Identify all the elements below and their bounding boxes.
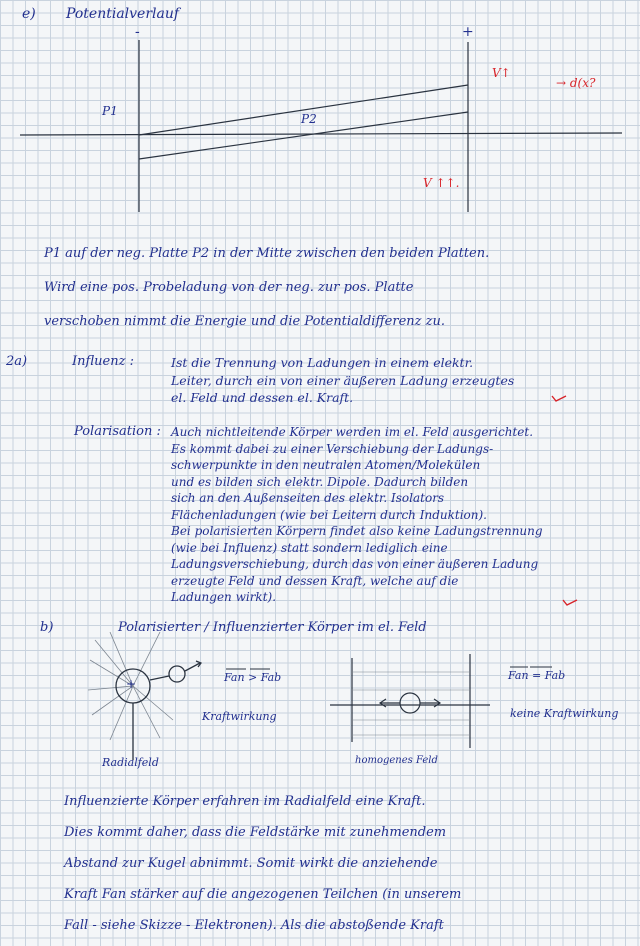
radialfeld-label: Radialfeld [102,756,159,769]
section-b-label: b) [40,620,54,635]
p1-label: P1 [102,104,118,118]
v-up-note: V↑ [492,66,511,80]
text-line: Auch nichtleitende Körper werden im el. Feld ausgerichtet. [171,425,534,439]
influenz-definition [171,354,514,407]
text-line: Ist die Trennung von Ladungen in einem elektr. [171,355,474,370]
text-line: erzeugte Feld und dessen Kraft, welche auf die [171,573,459,588]
minus-label: - [135,24,140,40]
text-line: schwerpunkte in den neutralen Atomen/Molekülen [171,458,481,472]
text-line: Ladungsverschiebung, durch das von einer äußeren Ladung [171,557,539,571]
v-up2-note: V ↑↑. [423,176,460,190]
text-line: Influenzierte Körper erfahren im Radialfeld eine Kraft. [64,794,426,809]
text-line: P1 auf der neg. Platte P2 in der Mitte zwischen den beiden Platten. [44,246,490,261]
dx-note: → d(x? [556,76,596,90]
section-e-title: Potentialverlauf [66,6,180,22]
influenz-term: Influenz : [72,354,134,369]
section-2a-label: 2a) [6,354,28,369]
plus-label: + [462,24,474,40]
p2-label: P2 [301,112,317,126]
section-e-label: e) [22,6,36,22]
text-line: sich an den Außenseiten des elektr. Isolators [171,491,445,505]
text-line: und es bilden sich elektr. Dipole. Dadurch bilden [171,474,469,489]
text-line: Ladungen wirkt). [171,590,277,604]
text-line: Bei polarisierten Körpern findet also keine Ladungstrennung [171,524,543,538]
text-line: Kraft Fan stärker auf die angezogenen Teilchen (in unserem [64,887,462,902]
fan-gt-fab: Fan > Fab [224,671,282,684]
homogenes-feld-label: homogenes Feld [355,755,438,766]
text-line: verschoben nimmt die Energie und die Potentialdifferenz zu. [44,314,445,329]
text-line: Wird eine pos. Probeladung von der neg. zur pos. Platte [44,280,414,295]
text-line: el. Feld und dessen el. Kraft. [171,390,354,405]
polarisation-term: Polarisation : [74,424,161,439]
fan-eq-fab: Fan = Fab [508,669,566,682]
text-line: (wie bei Influenz) statt sondern lediglich eine [171,540,448,555]
section-b-title: Polarisierter / Influenzierter Körper im el. Feld [118,620,427,635]
text-line: Flächenladungen (wie bei Leitern durch Induktion). [171,507,487,522]
keine-kraftwirkung-label: keine Kraftwirkung [510,707,619,720]
text-line: Fall - siehe Skizze - Elektronen). Als die abstoßende Kraft [64,918,444,933]
kraftwirkung-label: Kraftwirkung [202,710,277,723]
plus-sign: + [126,677,137,691]
text-line: Abstand zur Kugel abnimmt. Somit wirkt die anziehende [64,856,438,871]
text-line: Dies kommt daher, dass die Feldstärke mit zunehmendem [64,825,447,840]
text-line: Es kommt dabei zu einer Verschiebung der Ladungs- [171,441,494,456]
closing-paragraph [64,786,461,941]
text-line: Leiter, durch ein von einer äußeren Ladung erzeugtes [171,372,515,388]
polarisation-definition [171,424,543,606]
potential-paragraph [44,237,489,339]
